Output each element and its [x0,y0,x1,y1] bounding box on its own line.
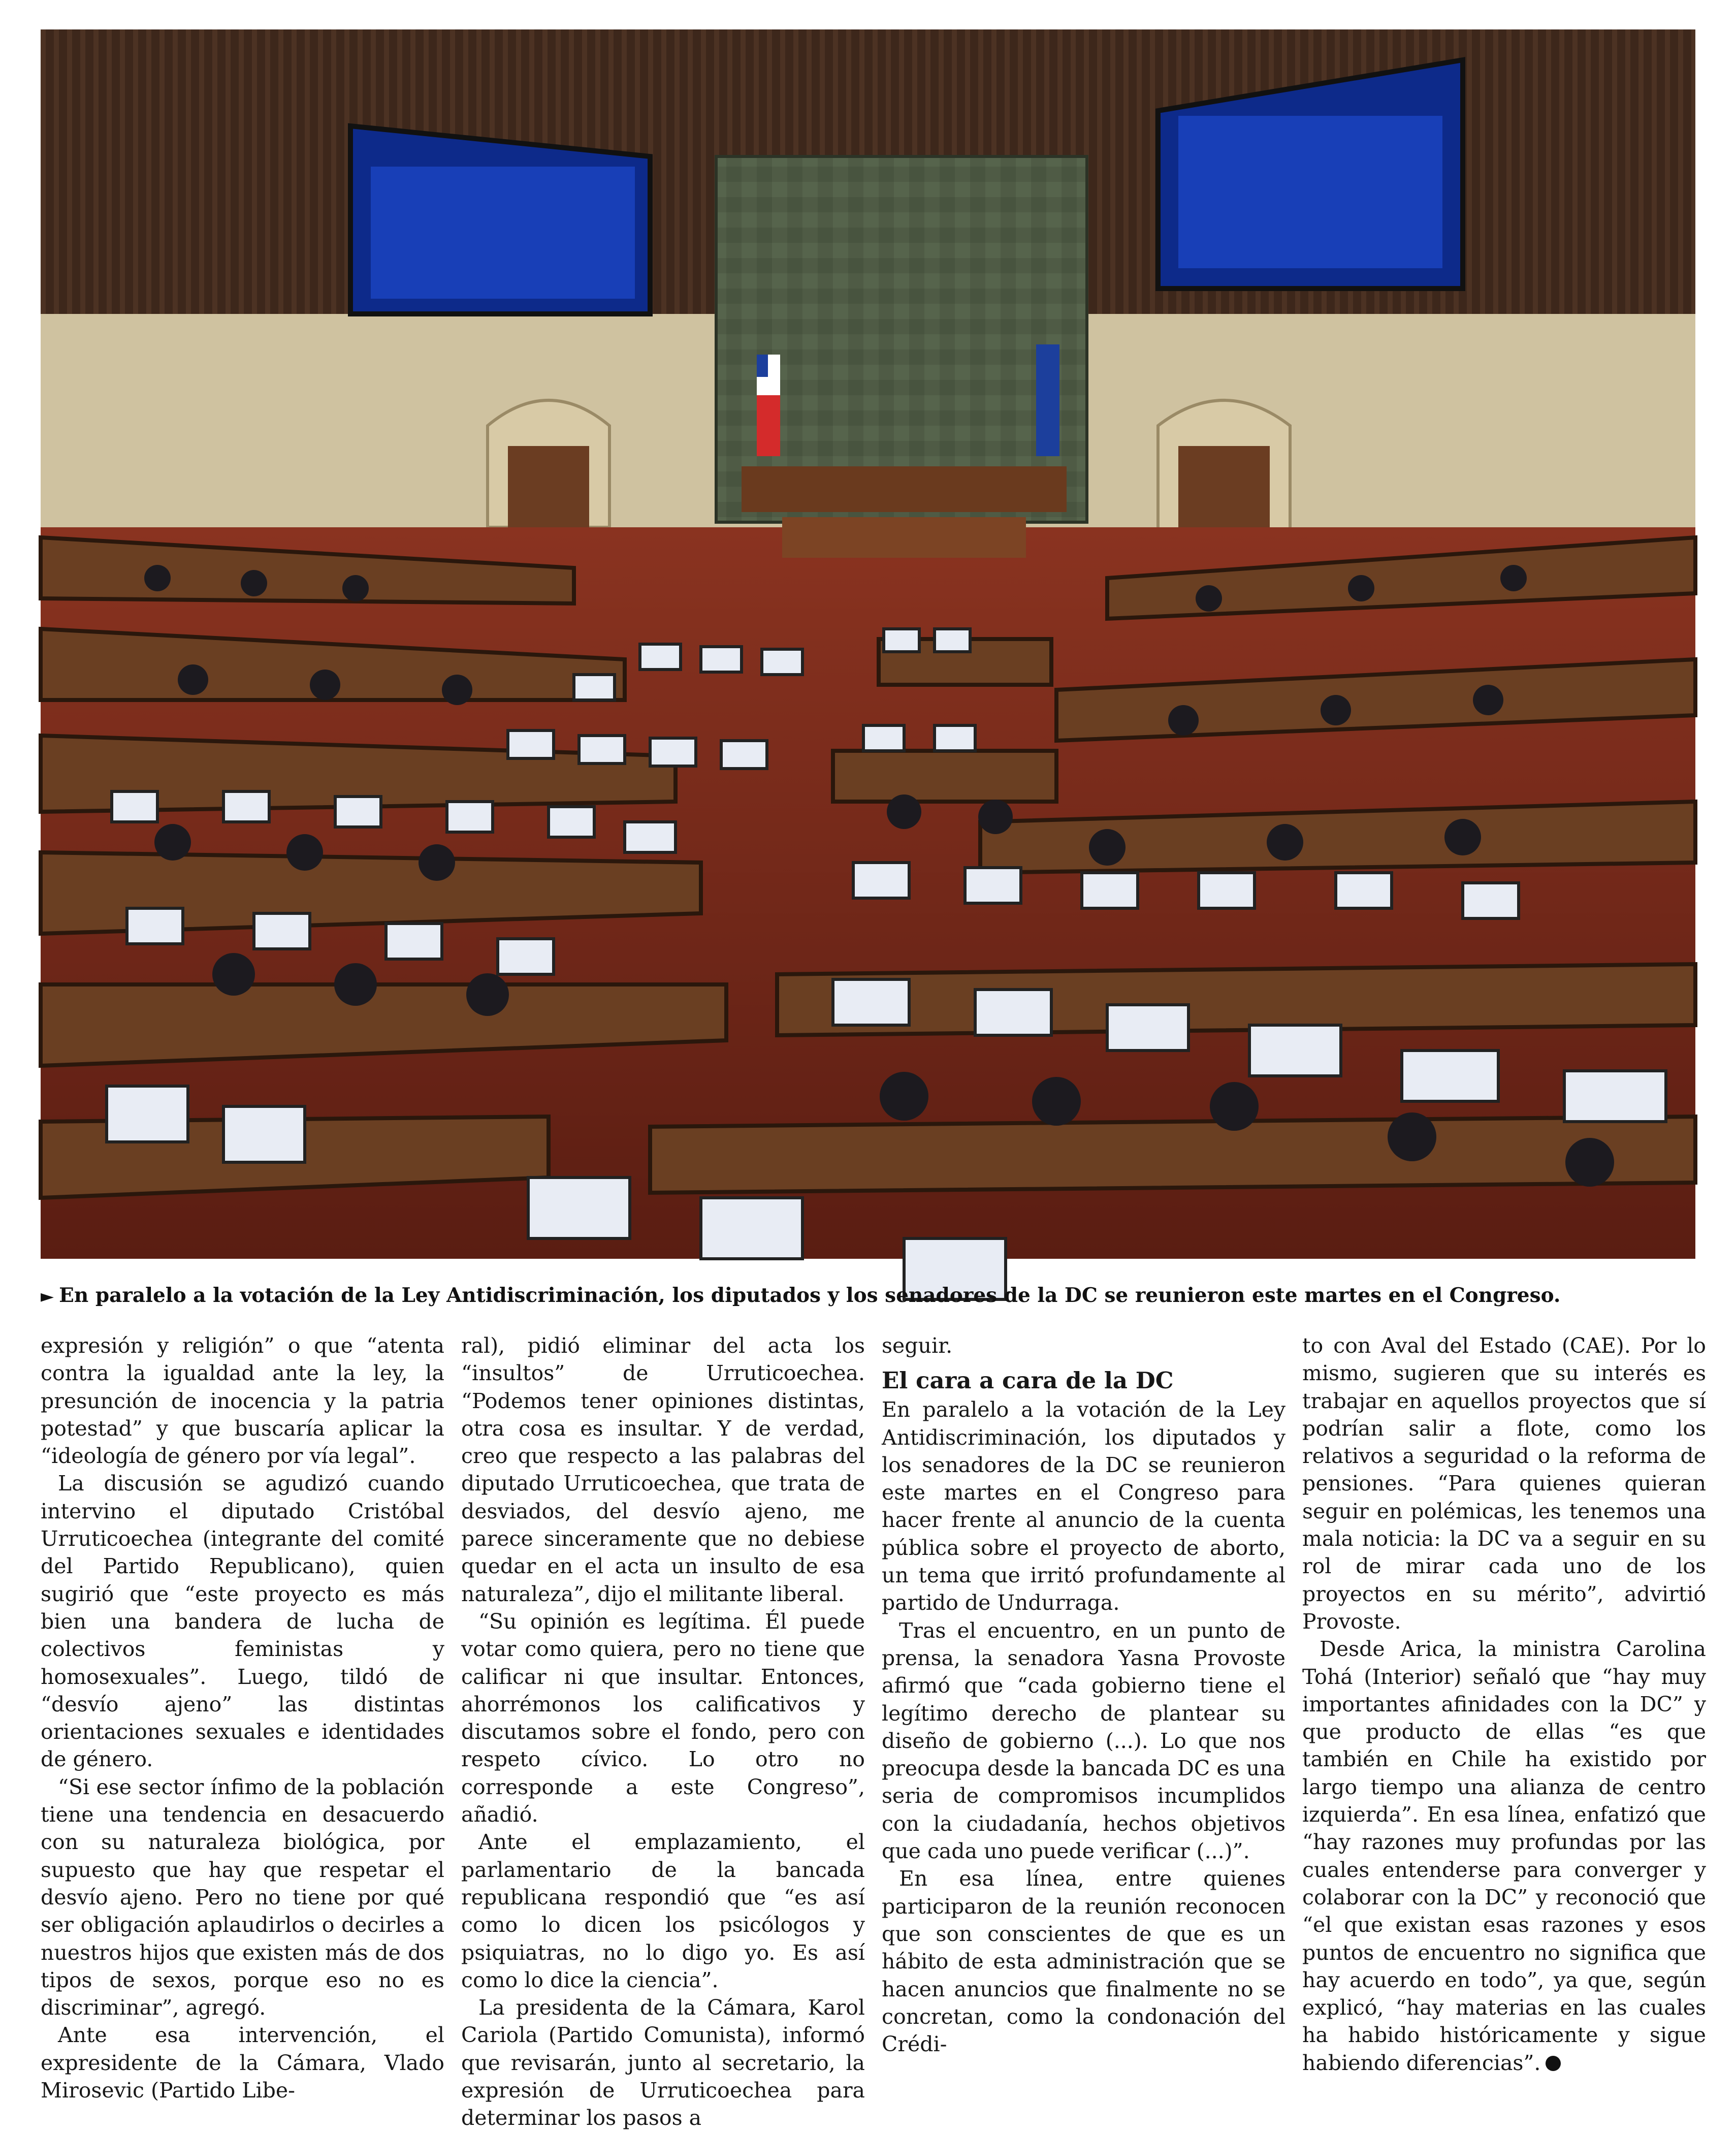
paragraph: La discusión se agudizó cuando intervino el diputado Cristóbal Urruticoechea (integrante del comité del Partido Republicano), quien sugirió que “este proyecto es más bien una bandera de lucha de colectivos feministas y homosexuales”. Luego, tildó de “desvío ajeno” las distintas orientaciones sexuales e identidades de género. [41,1471,444,1772]
congress-flag [1036,344,1059,456]
paragraph: Ante el emplazamiento, el parlamentario de la bancada republicana respondió que “es así como lo dicen los psicólogos y psiquiatras, no lo digo yo. Es así como lo dice la ciencia”. [461,1830,865,1992]
left-vote-screen [350,126,650,314]
paragraph: “Si ese sector ínfimo de la población tiene una tendencia en desacuerdo con su naturaleza biológica, por supuesto que hay que respetar el desvío ajeno. Pero no tiene por qué ser obligación aplaudirlos o decirles a nuestros hijos que existen más de dos tipos de sexos, porque eso no es discriminar”, agregó. [41,1774,444,2020]
paragraph: ral), pidió eliminar del acta los “insultos” de Urruticoechea. “Podemos tener opiniones distintas, otra cosa es insultar. Y de verdad, creo que respecto a las palabras del diputado Urruticoechea, que trata de desviados, del desvío ajeno, me parece sinceramente que no debiese quedar en el acta un insulto de esa naturaleza”, dijo el militante liberal. [461,1333,865,1606]
left-door [508,446,589,527]
caption-arrow-icon: ► [41,1286,54,1307]
photo-caption [41,1275,1695,1316]
paragraph-last [1302,1635,1706,2077]
article-column-1 [41,1332,444,2103]
paragraph: La presidenta de la Cámara, Karol Cariola (Partido Comunista), informó que revisarán, junto al secretario, la expresión de Urruticoechea para determinar los pasos a [461,1995,865,2130]
paragraph: expresión y religión” o que “atenta contra la igualdad ante la ley, la presunción de inocencia y la patria potestad” y que buscaría aplicar la “ideología de género por vía legal”. [41,1333,444,1469]
paragraph: “Su opinión es legítima. Él puede votar como quiera, pero no tiene que calificar ni que insultar. Entonces, ahorrémonos los calificativos y discutamos sobre el fondo, pero con respeto cívico. Lo otro no corresponde a este Congreso”, añadió. [461,1609,865,1827]
end-of-article-icon [1546,2056,1561,2071]
article-column-2 [461,1332,865,2130]
paragraph: Ante esa intervención, el expresidente de la Cámara, Vlado Mirosevic (Partido Libe- [41,2023,444,2103]
paragraph: Tras el encuentro, en un punto de prensa, la senadora Yasna Provoste afirmó que “cada gobierno tiene el legítimo derecho de plantear su diseño de gobierno (...). Lo que nos preocupa desde la bancada DC es una seria de compromisos incumplidos con la ciudadanía, hechos objetivos que cada uno puede verificar (...)”. [882,1618,1285,1864]
article-column-3 [882,1332,1285,2057]
section-heading: El cara a cara de la DC [882,1367,1174,1394]
chamber-photo [41,29,1695,1259]
caption-text: En paralelo a la votación de la Ley Antidiscriminación, los diputados y los senadores de la DC se reunieron este martes en el Congreso. [59,1284,1561,1307]
paragraph: Desde Arica, la ministra Carolina Tohá (Interior) señaló que “hay muy importantes afinidades con la DC” y que producto de ellas “es que también en Chile ha existido por largo tiempo una alianza de centro izquierda”. En esa línea, enfatizó que “hay razones muy profundas por las cuales entenderse para converger y colaborar con la DC” y reconoció que “el que existan esas razones y esos puntos de encuentro no significa que hay acuerdo en todo”, ya que, según explicó, “hay materias en las cuales ha habido históricamente y sigue habiendo diferencias”. [1302,1637,1706,2075]
paragraph: to con Aval del Estado (CAE). Por lo mismo, sugieren que su interés es trabajar en aquellos proyectos que sí podrían salir a flote, como los relativos a seguridad o la reforma de pensiones. “Para quienes quieran seguir en polémicas, les tenemos una mala noticia: la DC va a seguir en su rol de mirar cada uno de los proyectos en su mérito”, advirtió Provoste. [1302,1333,1706,1634]
article-column-4 [1302,1332,1706,2075]
chamber-illustration [41,29,1695,1259]
paragraph: En paralelo a la votación de la Ley Antidiscriminación, los diputados y los senadores de la DC se reunieron este martes en el Congreso para hacer frente al anuncio de la cuenta pública sobre el proyecto de aborto, un tema que irritó profundamente al partido de Undurraga. [882,1397,1285,1615]
paragraph: seguir. [882,1333,953,1358]
paragraph: En esa línea, entre quienes participaron de la reunión reconocen que son conscientes de que es un hábito de esta administración que se hacen anuncios que finalmente no se concretan, como la condonación del Crédi- [882,1866,1285,2057]
presidency-dais [742,466,1067,512]
